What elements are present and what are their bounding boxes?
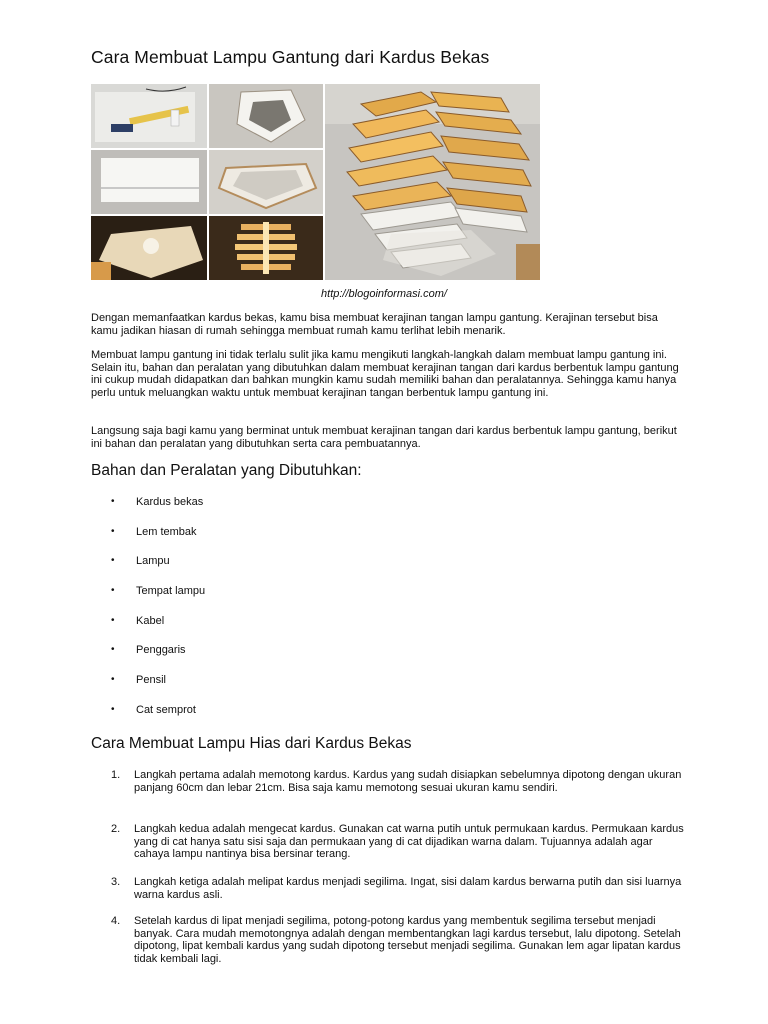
bullet-icon: • [111,496,115,507]
materials-list [91,496,491,734]
list-item: • Kabel [111,614,165,627]
page-title: Cara Membuat Lampu Gantung dari Kardus Bekas [91,47,490,67]
step-text: Langkah ketiga adalah melipat kardus menjadi segilima. Ingat, sisi dalam kardus berwarna putih dan sisi luarnya warna kardus asli. [134,876,682,901]
list-item: • Kardus bekas [111,496,204,508]
list-item: • Cat semprot [111,703,196,716]
step-item [91,823,691,863]
step-number: 3. [111,876,121,888]
step-text: Langkah kedua adalah mengecat kardus. Gunakan cat warna putih untuk permukaan kardus. Permukaan kardus yang di cat hanya satu sisi saja dan permukaan yang di cat dijadikan warna dalam. Tujuannya adalah agar cahaya lampu nantinya bisa bersinar terang. [134,823,684,861]
bullet-icon: • [111,525,115,537]
step-text: Langkah pertama adalah memotong kardus. Kardus yang sudah disiapkan sebelumnya dipotong dengan ukuran panjang 60cm dan lebar 21cm. Bisa saja kamu memotong sesuai ukuran kamu sendiri. [134,769,682,794]
bullet-icon: • [111,585,115,597]
list-item: • Penggaris [111,644,186,657]
bullet-icon: • [111,703,115,715]
list-item: • Pensil [111,674,166,687]
photo-materials [91,84,207,148]
photo-pentagon-fold [209,84,323,148]
photo-cut-cardboard [91,150,207,214]
step-number: 4. [111,915,121,927]
photo-lamp-lit-1 [91,216,207,280]
steps-heading: Cara Membuat Lampu Hias dari Kardus Bekas [91,735,412,752]
intro-paragraph-1: Dengan memanfaatkan kardus bekas, kamu bisa membuat kerajinan tangan lampu gantung. Kerajinan tersebut bisa kamu jadikan hiasan di rumah sehingga membuat rumah kamu terlihat lebih menarik. [91,312,658,337]
step-number: 1. [111,769,121,781]
lamp-photo-collage [91,84,540,280]
step-item [91,876,691,904]
step-text: Setelah kardus di lipat menjadi segilima, potong-potong kardus yang membentuk segilima tersebut menjadi banyak. Cara mudah memotongnya adalah dengan membentangkan lagi kardus tersebut, lalu dipotong. Setelah dipotong, lipat kembali kardus yang sudah dipotong tersebut menjadi segilima. Gunakan lem agar lipatan kardus tidak kembali lagi. [134,915,681,966]
photo-lamp-lit-2 [209,216,323,280]
step-number: 2. [111,823,121,835]
bullet-icon: • [111,674,115,686]
list-item: • Lem tembak [111,525,197,538]
step-item [91,915,691,969]
intro-paragraph-2: Membuat lampu gantung ini tidak terlalu sulit jika kamu mengikuti langkah-langkah dalam membuat lampu gantung ini. Selain itu, bahan dan peralatan yang dibutuhkan dalam membuat kerajinan tangan dari kardus berbentuk lampu gantung ini cukup mudah didapatkan dan bahkan mungkin kamu sudah memiliki bahan dan peralatannya. Sehingga kamu hanya perlu untuk meluangkan waktu untuk membuat kerajinan tangan berbentuk lampu gantung ini. [91,349,679,400]
list-item: • Lampu [111,555,170,568]
photo-pentagon-frame [209,150,323,214]
bullet-icon: • [111,614,115,626]
bullet-icon: • [111,555,115,567]
bullet-icon: • [111,644,115,656]
intro-paragraph-3: Langsung saja bagi kamu yang berminat untuk membuat kerajinan tangan dari kardus berbentuk lampu gantung, berikut ini bahan dan peralatan yang dibutuhkan serta cara pembuatannya. [91,425,677,450]
materials-heading: Bahan dan Peralatan yang Dibutuhkan: [91,462,362,479]
list-item: • Tempat lampu [111,585,206,598]
image-caption: http://blogoinformasi.com/ [321,288,447,300]
photo-finished-lamp [325,84,540,280]
step-item [91,769,691,809]
